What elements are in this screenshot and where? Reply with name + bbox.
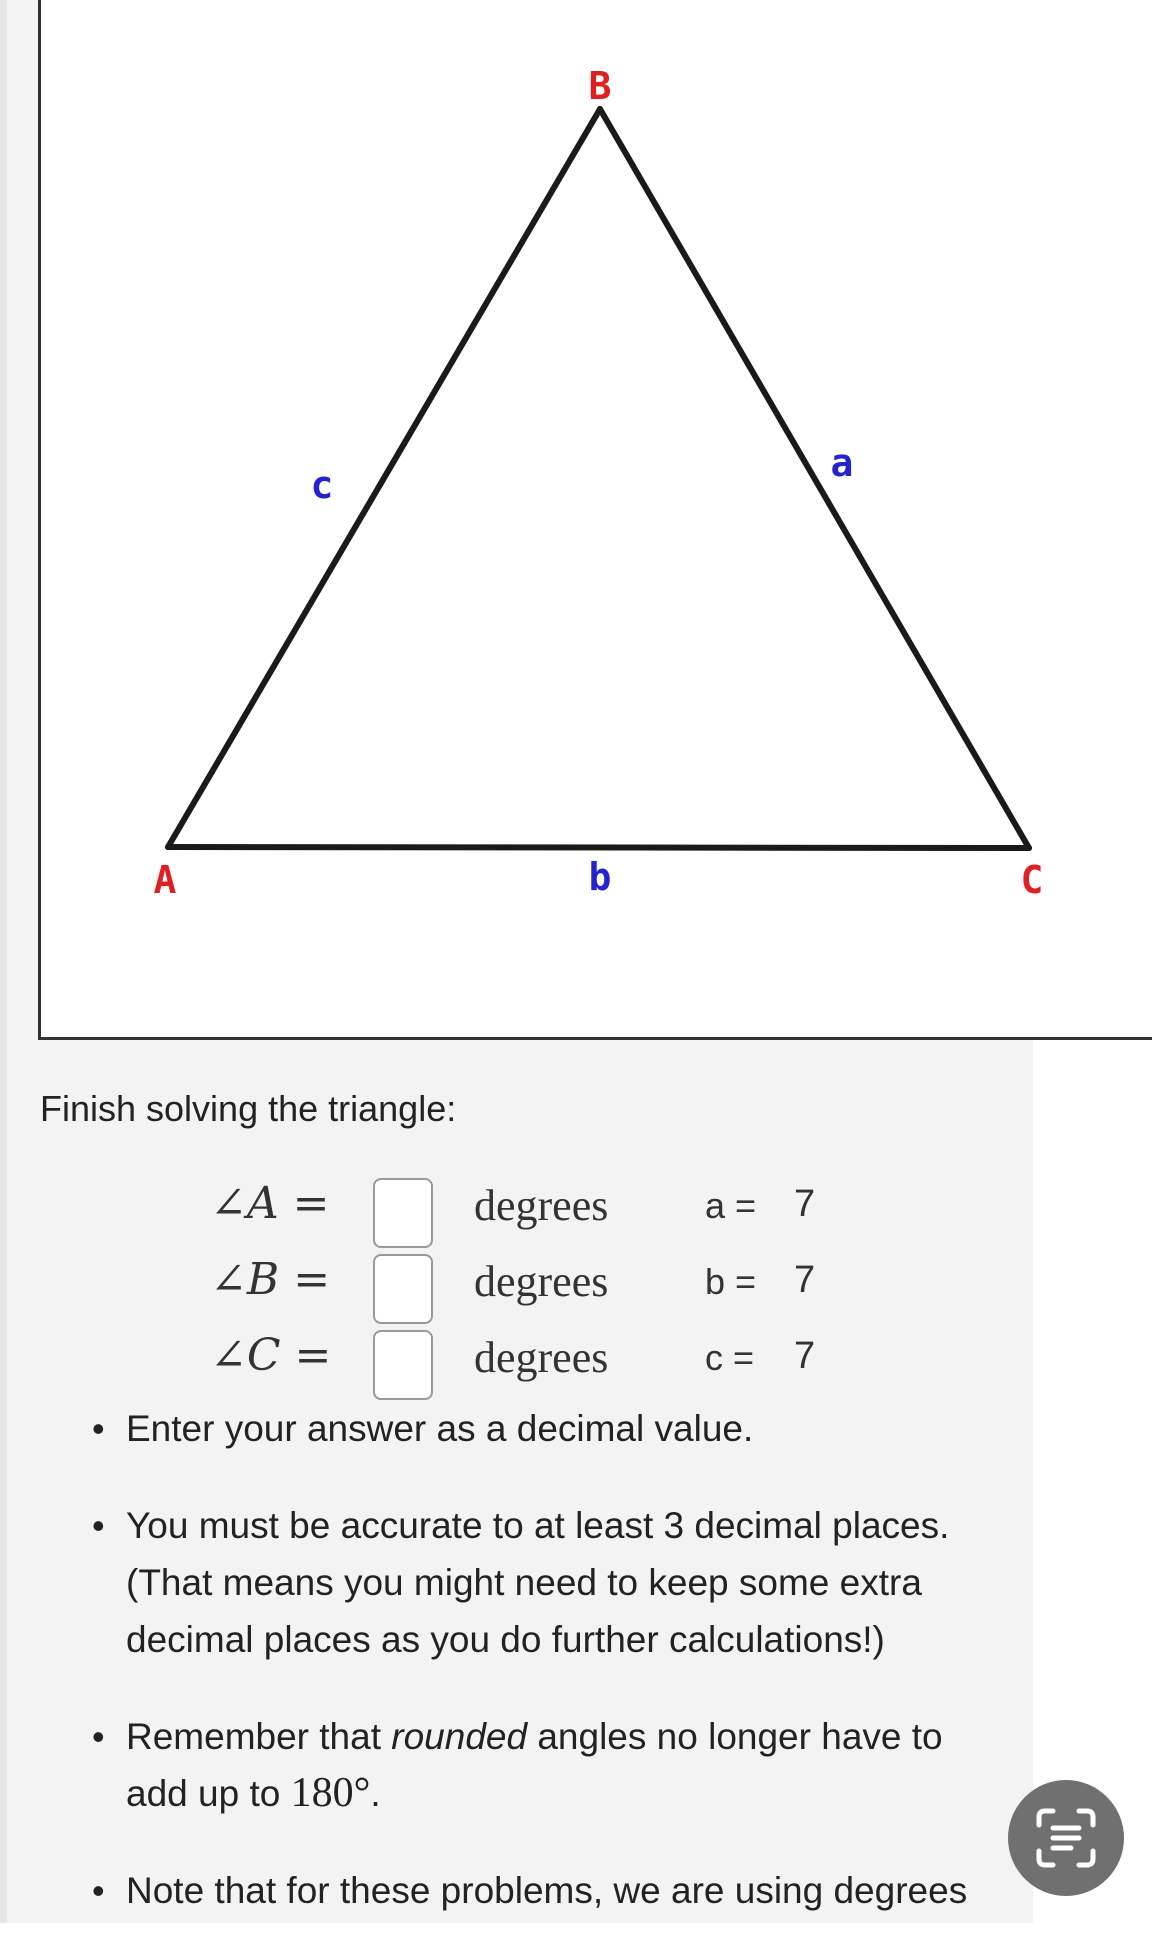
vertex-label-c: C <box>1020 858 1044 902</box>
text-scan-button[interactable] <box>1008 1780 1124 1896</box>
side-label-b: b <box>588 855 612 899</box>
note-accuracy-text: You must be accurate to at least 3 decimal places. (That means you might need to keep some extra decimal places as you do further calculations!) <box>126 1505 950 1660</box>
side-label-c: c <box>310 463 334 507</box>
angle-a-label: ∠A = <box>210 1178 330 1229</box>
note-rounded-emphasis: rounded <box>391 1716 528 1757</box>
side-b-name: b = <box>705 1261 757 1302</box>
note-degrees <box>80 1862 1000 1919</box>
triangle-side-c <box>168 109 600 847</box>
note-rounded <box>80 1708 1000 1822</box>
side-a-value: 7 <box>794 1183 816 1225</box>
side-label-a: a <box>830 441 854 485</box>
left-edge-strip <box>0 0 7 1923</box>
instructions-list <box>80 1400 1000 1959</box>
vertex-label-a: A <box>153 858 177 902</box>
angle-b-label: ∠B = <box>210 1254 331 1305</box>
triangle-side-b <box>168 847 1029 848</box>
angle-b-unit: degrees <box>474 1257 609 1306</box>
note-decimal-text: Enter your answer as a decimal value. <box>126 1408 754 1449</box>
angle-b-input[interactable] <box>373 1254 433 1324</box>
note-accuracy <box>80 1497 1000 1668</box>
angle-c-unit: degrees <box>474 1333 609 1382</box>
problem-instruction: Finish solving the triangle: <box>40 1088 457 1129</box>
side-c-name: c = <box>705 1337 755 1378</box>
side-a-name: a = <box>705 1185 757 1226</box>
note-degrees-text: Note that for these problems, we are using degrees <box>126 1870 968 1911</box>
side-b-value: 7 <box>794 1259 816 1301</box>
side-c-value: 7 <box>794 1335 816 1377</box>
text-scan-icon <box>1033 1805 1099 1871</box>
angle-a-input[interactable] <box>373 1178 433 1248</box>
note-180-degrees: 180° <box>290 1770 371 1816</box>
angle-a-unit: degrees <box>474 1181 609 1230</box>
angle-c-input[interactable] <box>373 1330 433 1400</box>
vertex-label-b: B <box>588 64 612 108</box>
note-rounded-period: . <box>370 1773 381 1814</box>
triangle-side-a <box>600 109 1029 848</box>
note-rounded-text-2: angles no longer have to add up to <box>126 1716 943 1814</box>
note-decimal <box>80 1400 1000 1457</box>
triangle-figure <box>38 0 1152 1040</box>
note-rounded-text-1: Remember that <box>126 1716 392 1757</box>
angle-c-label: ∠C = <box>210 1330 332 1381</box>
